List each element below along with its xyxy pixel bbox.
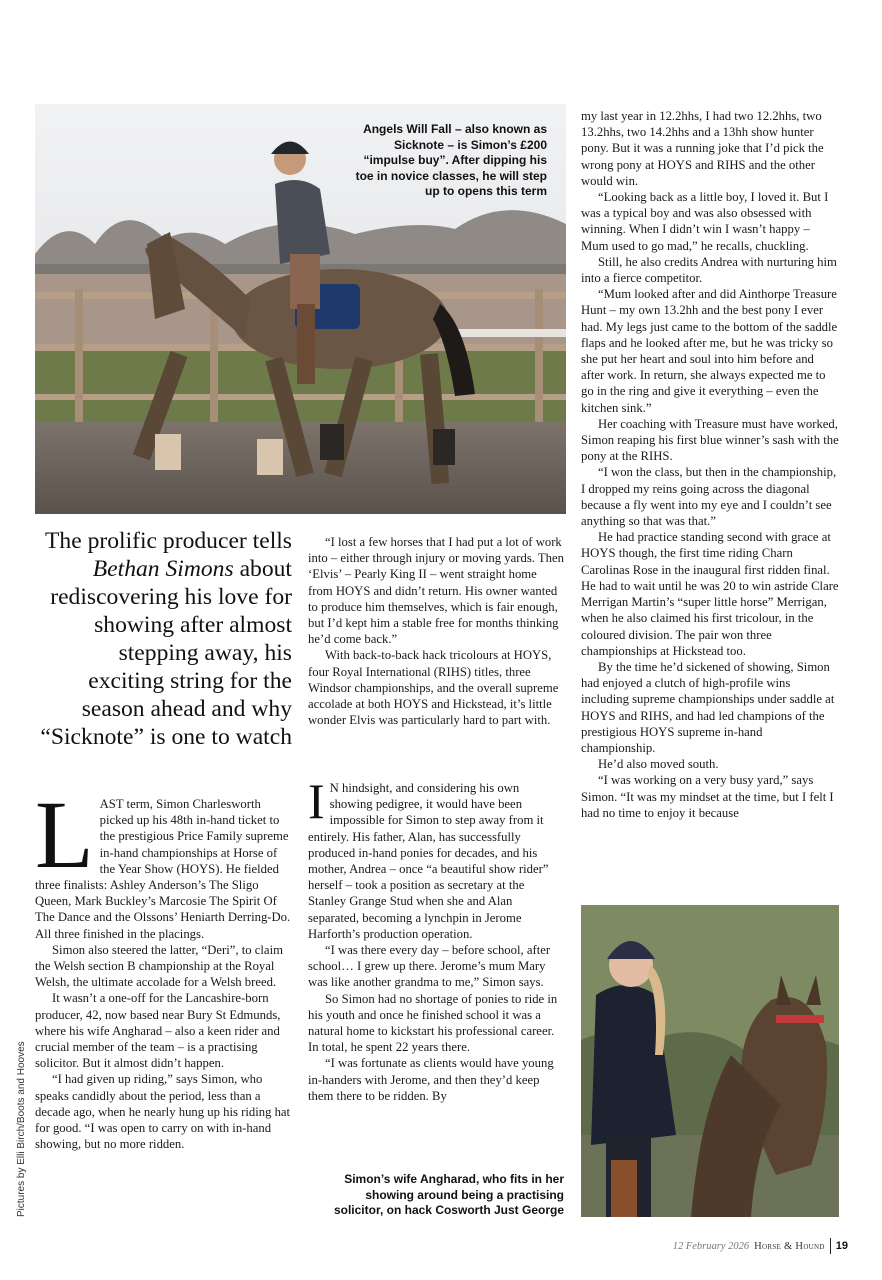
page-footer	[673, 1238, 848, 1254]
paragraph: “I won the class, but then in the championship, I dropped my reins going across the diagonal because a fly went into my eye and I couldn’t see anything so that was that.”	[581, 465, 837, 529]
paragraph: “I lost a few horses that I had put a lot of work into – either through injury or moving yards. Then ‘Elvis’ – Pearly King II – went straight home from HOYS and didn’t return. His owner wanted to produce him themselves, which is fair enough, but I’d kept him a stable free for months thinking he’d come back.”	[308, 535, 564, 647]
paragraph: my last year in 12.2hhs, I had two 12.2hhs, two 13.2hhs, two 14.2hhs and a 13hh show hunter pony. But it was a running joke that I’d pick the wrong pony at HOYS and RIHS and the other would win.	[581, 109, 824, 188]
photo-credit: Pictures by Elli Birch/Boots and Hooves	[16, 1041, 27, 1217]
page-number: 19	[835, 1240, 848, 1252]
footer-divider	[830, 1238, 831, 1254]
paragraph: “Looking back as a little boy, I loved it. But I was a typical boy and was also obsessed with winning. When I didn’t win I wasn’t happy – Mum used to go mad,” he recalls, chuckling.	[581, 190, 829, 253]
paragraph: Her coaching with Treasure must have worked, Simon reaping his first blue winner’s sash with the pony at the RIHS.	[581, 416, 839, 464]
paragraph: Simon also steered the latter, “Deri”, to claim the Welsh section B championship at the Royal Welsh, the ultimate accolade for a Welsh breed.	[35, 942, 283, 990]
article-column-2-top	[308, 534, 564, 728]
bottom-photo-caption: Simon’s wife Angharad, who fits in her showing around being a practising solicitor, on hack Cosworth Just George	[333, 1172, 564, 1218]
standfirst-summary: about rediscovering his love for showing after almost stepping away, his exciting string for the season ahead and why “Sicknote” is one to watch	[40, 556, 292, 750]
paragraph: He’d also moved south.	[598, 757, 719, 772]
paragraph: N hindsight, and considering his own showing pedigree, it would have been impossible for Simon to step away from it entirely. His father, Alan, has successfully produced in-hand ponies for decades, and his mother, Andrea – once “a beautiful show rider” herself – took a position as secretary at the Stanley Grange Stud when she and Alan separated, becoming a lynchpin in Jerome Harforth’s production operation.	[308, 781, 549, 941]
magazine-name: Horse & Hound	[754, 1240, 825, 1252]
author-name: Bethan Simons	[92, 556, 234, 582]
issue-date: 12 February 2026	[672, 1240, 750, 1252]
article-column-3	[581, 108, 839, 821]
paragraph: “I was working on a very busy yard,” says Simon. “It was my mindset at the time, but I felt I had no time to enjoy it because	[581, 773, 834, 820]
paragraph: “I was there every day – before school, after school… I grew up there. Jerome’s mum Mary was like another grandma to me,” Simon says.	[308, 943, 551, 990]
bottom-photo-rider-with-horse	[581, 905, 839, 1217]
top-photo-caption: Angels Will Fall – also known as Sicknote – is Simon’s £200 “impulse buy”. After dipping his toe in novice classes, he will step up to opens this term	[355, 122, 547, 199]
paragraph: He had practice standing second with grace at HOYS though, the first time riding Charn Carolinas Rose in the inaugural first ridden final. He had to wait until he was 20 to win astride Clare Merrigan Martin’s “super little horse” Merrigan, when he also claimed his first tricolour, in the coloured division. The pair won three championships at Hickstead too.	[581, 530, 839, 658]
paragraph: So Simon had no shortage of ponies to ride in his youth and once he finished school it was a natural home to kickstart his professional career. In total, he spent 22 years there.	[308, 991, 558, 1055]
paragraph: By the time he’d sickened of showing, Simon had enjoyed a clutch of high-profile wins including supreme championships under saddle at HOYS and RIHS, and had led champions of the prestigious HOYS supreme in-hand championship.	[581, 659, 835, 755]
paragraph: With back-to-back hack tricolours at HOYS, four Royal International (RIHS) titles, three Windsor championships, and the overall supreme accolade at both HOYS and Hickstead, it’s little wonder Elvis was particularly hard to part with.	[308, 648, 559, 728]
drop-cap-l: L	[35, 781, 94, 888]
paragraph: “I had given up riding,” says Simon, who speaks candidly about the period, less than a decade ago, when he nearly hung up his riding hat for good. “I was open to carry on with in-hand showing, but no more ridden.	[35, 1072, 291, 1152]
paragraph: AST term, Simon Charlesworth picked up his 48th in-hand ticket to the prestigious Price Family supreme in-hand championships at Horse of the Year Show (HOYS). He fielded three finalists: Ashley Anderson’s The Sligo Queen, Mark Buckley’s Marcosie The Spirit Of The Dance and the Olssons’ Heniarth Derring-Do. All three finished in the placings.	[35, 797, 291, 941]
article-column-2-bottom	[308, 773, 564, 1104]
paragraph: Still, he also credits Andrea with nurturing him into a fierce competitor.	[581, 254, 837, 286]
paragraph: It wasn’t a one-off for the Lancashire-born producer, 42, now based near Bury St Edmunds, where his wife Angharad – also a keen rider and crucial member of the team – is a practising solicitor. But it almost didn’t happen.	[35, 991, 281, 1071]
article-column-1	[35, 781, 292, 1152]
standfirst-intro: The prolific producer tells	[45, 528, 292, 554]
standfirst	[40, 527, 292, 751]
paragraph: “Mum looked after and did Ainthorpe Treasure Hunt – my own 13.2hh and the best pony I ever had. My legs just came to the bottom of the saddle flaps and he looked after me, but he was tricky so she put her heart and soul into him before and after work. In return, she always expected me to go in the ring and give it everything – even the kitchen sink.”	[581, 287, 838, 415]
paragraph: “I was fortunate as clients would have young in-handers with Jerome, and then they’d keep them there to be ridden. By	[308, 1056, 554, 1103]
drop-cap-i: I	[308, 773, 325, 829]
